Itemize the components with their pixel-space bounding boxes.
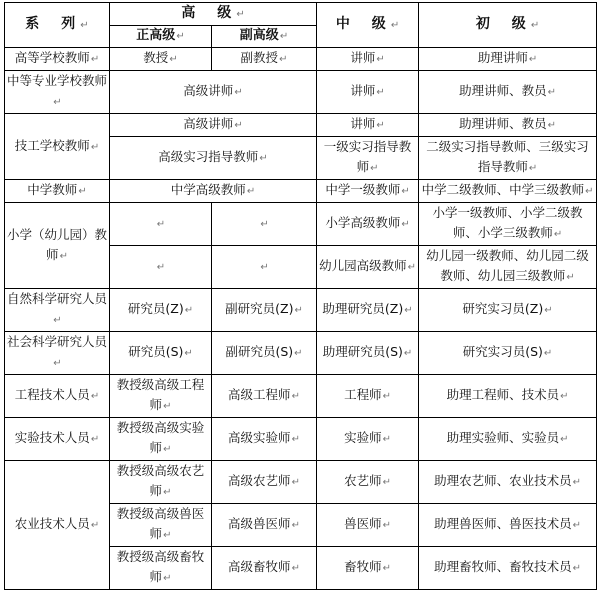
table-row xyxy=(5,461,597,504)
header-junior: 初 级↵ xyxy=(419,3,597,48)
cell-vice-senior: 副研究员(Z)↵ xyxy=(212,289,317,332)
cell-series: 高等学校教师↵ xyxy=(5,48,110,71)
cell-full-senior: 教授级高级兽医师↵ xyxy=(110,504,212,547)
table-row xyxy=(5,203,597,246)
cell-middle: 一级实习指导教师↵ xyxy=(317,137,419,180)
table-row xyxy=(5,332,597,375)
cell-middle: 幼儿园高级教师↵ xyxy=(317,246,419,289)
cell-middle: 畜牧师↵ xyxy=(317,547,419,590)
cell-vice-senior: 副研究员(S)↵ xyxy=(212,332,317,375)
cell-full-senior: 研究员(S)↵ xyxy=(110,332,212,375)
cell-middle: 助理研究员(S)↵ xyxy=(317,332,419,375)
cell-middle: 助理研究员(Z)↵ xyxy=(317,289,419,332)
table-row xyxy=(5,48,597,71)
cell-vice-senior: 高级农艺师↵ xyxy=(212,461,317,504)
header-row xyxy=(5,3,597,26)
cell-junior: 幼儿园一级教师、幼儿园二级教师、幼儿园三级教师↵ xyxy=(419,246,597,289)
cell-series: 实验技术人员↵ xyxy=(5,418,110,461)
cell-series: 小学（幼儿园）教师↵ xyxy=(5,203,110,289)
table-row xyxy=(5,71,597,114)
cell-full-senior: 教授级高级畜牧师↵ xyxy=(110,547,212,590)
cell-vice-senior: ↵ xyxy=(212,246,317,289)
cell-full-senior: 研究员(Z)↵ xyxy=(110,289,212,332)
table-row xyxy=(5,289,597,332)
cell-junior: 助理讲师↵ xyxy=(419,48,597,71)
cell-senior: 高级讲师↵ xyxy=(110,114,317,137)
cell-senior: 中学高级教师↵ xyxy=(110,180,317,203)
cell-junior: 研究实习员(S)↵ xyxy=(419,332,597,375)
table-row xyxy=(5,114,597,137)
header-series: 系 列↵ xyxy=(5,3,110,48)
cell-series: 农业技术人员↵ xyxy=(5,461,110,590)
cell-series: 工程技术人员↵ xyxy=(5,375,110,418)
title-classification-table xyxy=(4,2,597,590)
cell-vice-senior: 高级工程师↵ xyxy=(212,375,317,418)
cell-junior: 中学二级教师、中学三级教师↵ xyxy=(419,180,597,203)
cell-vice-senior: 高级兽医师↵ xyxy=(212,504,317,547)
cell-middle: 小学高级教师↵ xyxy=(317,203,419,246)
cell-full-senior: 教授级高级农艺师↵ xyxy=(110,461,212,504)
cell-full-senior: ↵ xyxy=(110,203,212,246)
cell-junior: 助理兽医师、兽医技术员↵ xyxy=(419,504,597,547)
header-senior: 高 级↵ xyxy=(110,3,317,26)
cell-full-senior: 教授级高级实验师↵ xyxy=(110,418,212,461)
cell-vice-senior: 高级实验师↵ xyxy=(212,418,317,461)
cell-full-senior: ↵ xyxy=(110,246,212,289)
cell-vice-senior: 高级畜牧师↵ xyxy=(212,547,317,590)
table-row xyxy=(5,418,597,461)
cell-senior: 高级实习指导教师↵ xyxy=(110,137,317,180)
cell-junior: 研究实习员(Z)↵ xyxy=(419,289,597,332)
cell-middle: 工程师↵ xyxy=(317,375,419,418)
cell-middle: 讲师↵ xyxy=(317,114,419,137)
header-full-senior: 正高级↵ xyxy=(110,26,212,48)
cell-vice-senior: 副教授↵ xyxy=(212,48,317,71)
cell-middle: 农艺师↵ xyxy=(317,461,419,504)
cell-series: 中等专业学校教师↵ xyxy=(5,71,110,114)
cell-junior: 二级实习指导教师、三级实习指导教师↵ xyxy=(419,137,597,180)
cell-full-senior: 教授↵ xyxy=(110,48,212,71)
cell-series: 自然科学研究人员↵ xyxy=(5,289,110,332)
table-row xyxy=(5,180,597,203)
cell-junior: 助理农艺师、农业技术员↵ xyxy=(419,461,597,504)
cell-series: 中学教师↵ xyxy=(5,180,110,203)
cell-junior: 助理工程师、技术员↵ xyxy=(419,375,597,418)
cell-senior: 高级讲师↵ xyxy=(110,71,317,114)
cell-middle: 实验师↵ xyxy=(317,418,419,461)
cell-junior: 助理实验师、实验员↵ xyxy=(419,418,597,461)
cell-middle: 讲师↵ xyxy=(317,48,419,71)
cell-junior: 小学一级教师、小学二级教师、小学三级教师↵ xyxy=(419,203,597,246)
header-middle: 中 级↵ xyxy=(317,3,419,48)
header-vice-senior: 副高级↵ xyxy=(212,26,317,48)
cell-series: 社会科学研究人员↵ xyxy=(5,332,110,375)
cell-middle: 中学一级教师↵ xyxy=(317,180,419,203)
cell-middle: 兽医师↵ xyxy=(317,504,419,547)
cell-junior: 助理讲师、教员↵ xyxy=(419,114,597,137)
cell-middle: 讲师↵ xyxy=(317,71,419,114)
cell-junior: 助理畜牧师、畜牧技术员↵ xyxy=(419,547,597,590)
table-row xyxy=(5,375,597,418)
cell-vice-senior: ↵ xyxy=(212,203,317,246)
cell-junior: 助理讲师、教员↵ xyxy=(419,71,597,114)
cell-series: 技工学校教师↵ xyxy=(5,114,110,180)
cell-full-senior: 教授级高级工程师↵ xyxy=(110,375,212,418)
